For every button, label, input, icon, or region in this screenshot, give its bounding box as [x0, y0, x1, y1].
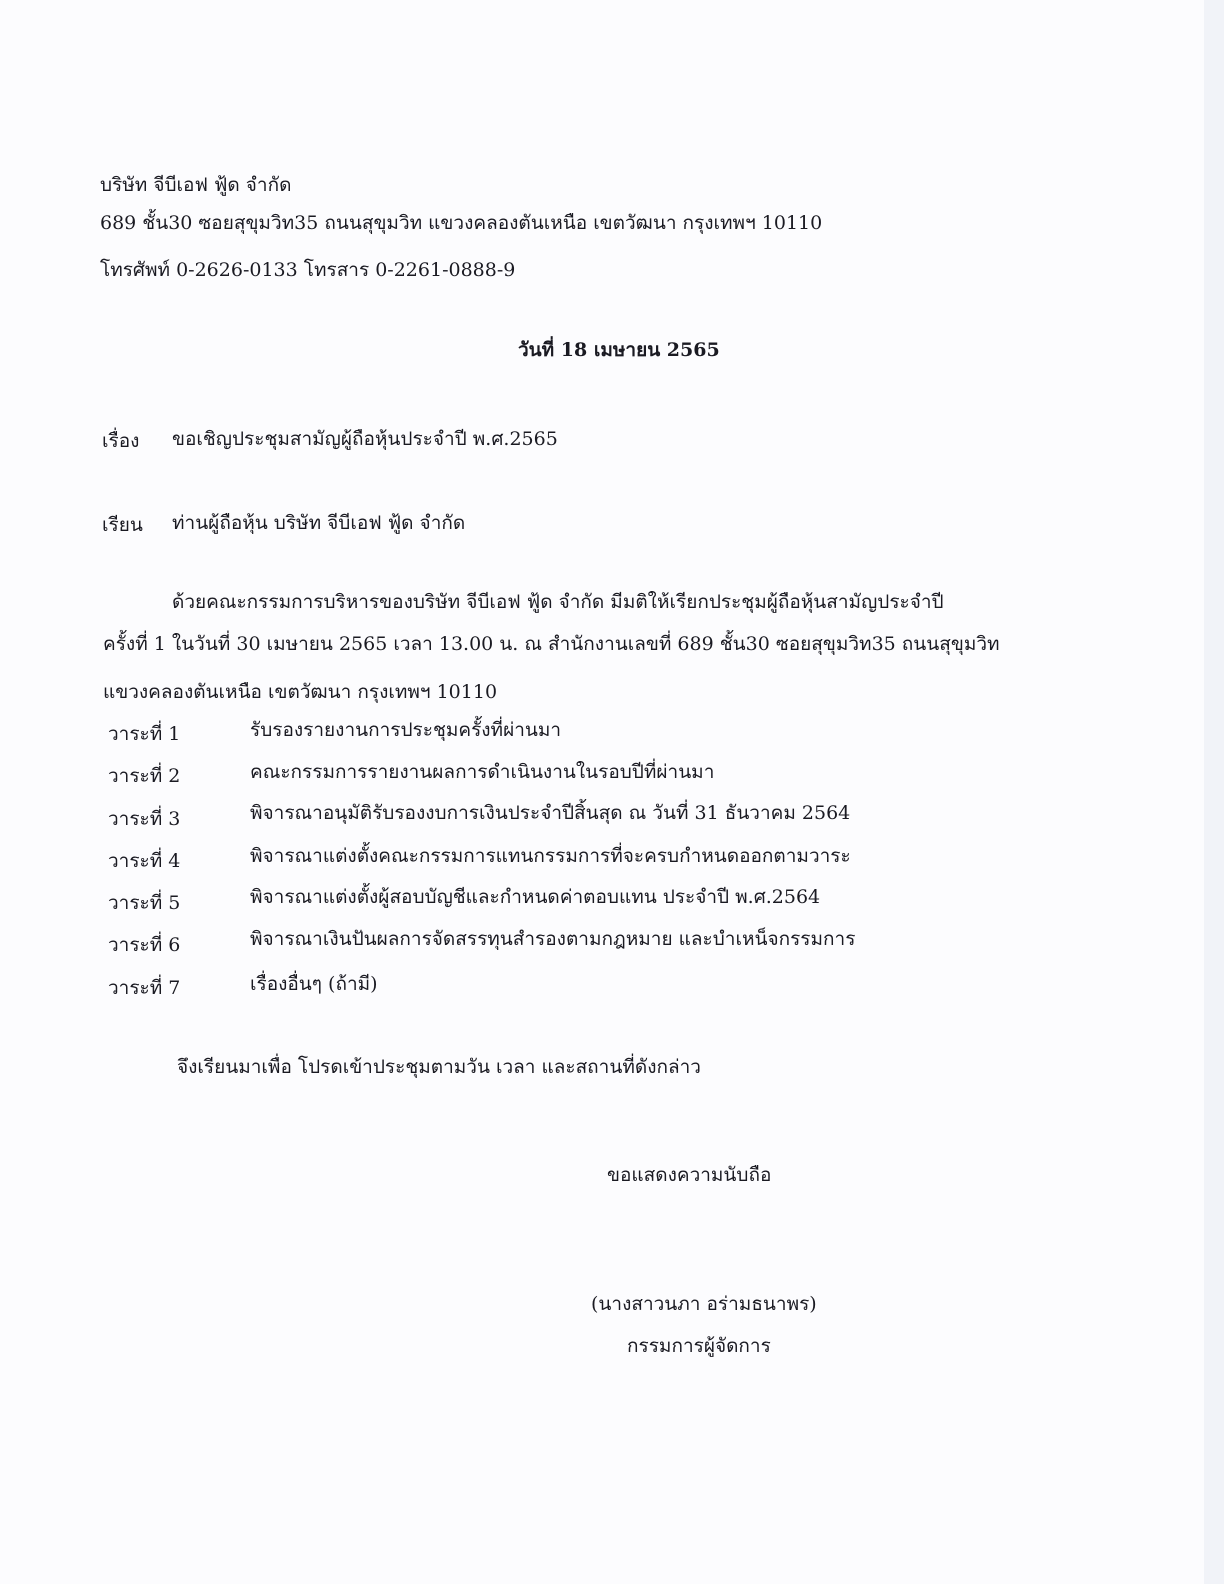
agenda-item-text: พิจารณาเงินปันผลการจัดสรรทุนสำรองตามกฎหมาย และบำเหน็จกรรมการ: [250, 928, 856, 950]
agenda-number: วาระที่ 3: [108, 808, 181, 830]
agenda-item-text: เรื่องอื่นๆ (ถ้ามี): [250, 973, 378, 995]
agenda-number: วาระที่ 2: [108, 765, 181, 787]
letter-date: วันที่ 18 เมษายน 2565: [518, 339, 720, 361]
agenda-number: วาระที่ 6: [108, 934, 181, 956]
closing-line: จึงเรียนมาเพื่อ โปรดเข้าประชุมตามวัน เวลา และสถานที่ดังกล่าว: [177, 1056, 701, 1078]
body-paragraph-line: แขวงคลองตันเหนือ เขตวัฒนา กรุงเทพฯ 10110: [103, 681, 498, 703]
agenda-number: วาระที่ 1: [108, 723, 181, 745]
agenda-number: วาระที่ 4: [108, 850, 181, 872]
agenda-number: วาระที่ 7: [108, 977, 181, 999]
regards-line: ขอแสดงความนับถือ: [607, 1164, 772, 1186]
agenda-item-text: พิจารณาอนุมัติรับรองงบการเงินประจำปีสิ้นสุด ณ วันที่ 31 ธันวาคม 2564: [250, 802, 851, 824]
agenda-number: วาระที่ 5: [108, 892, 181, 914]
signer-name: (นางสาวนภา อร่ามธนาพร): [591, 1293, 817, 1315]
subject-text: ขอเชิญประชุมสามัญผู้ถือหุ้นประจำปี พ.ศ.2565: [172, 428, 558, 450]
recipient-label: เรียน: [102, 514, 143, 536]
scan-edge-strip: [1204, 0, 1224, 1584]
agenda-item-text: คณะกรรมการรายงานผลการดำเนินงานในรอบปีที่ผ่านมา: [250, 761, 715, 783]
body-paragraph-line: ด้วยคณะกรรมการบริหารของบริษัท จีบีเอฟ ฟู้ด จำกัด มีมติให้เรียกประชุมผู้ถือหุ้นสามัญประจำปี: [172, 591, 944, 613]
body-paragraph-line: ครั้งที่ 1 ในวันที่ 30 เมษายน 2565 เวลา 13.00 น. ณ สำนักงานเลขที่ 689 ชั้น30 ซอยสุขุมวิท35 ถนนสุขุมวิท: [103, 633, 1000, 655]
agenda-item-text: พิจารณาแต่งตั้งผู้สอบบัญชีและกำหนดค่าตอบแทน ประจำปี พ.ศ.2564: [250, 886, 821, 908]
subject-label: เรื่อง: [102, 430, 140, 452]
recipient-text: ท่านผู้ถือหุ้น บริษัท จีบีเอฟ ฟู้ด จำกัด: [172, 512, 466, 534]
company-contact: โทรศัพท์ 0-2626-0133 โทรสาร 0-2261-0888-9: [100, 259, 516, 281]
agenda-item-text: พิจารณาแต่งตั้งคณะกรรมการแทนกรรมการที่จะครบกำหนดออกตามวาระ: [250, 845, 851, 867]
agenda-item-text: รับรองรายงานการประชุมครั้งที่ผ่านมา: [250, 719, 562, 741]
company-address: 689 ชั้น30 ซอยสุขุมวิท35 ถนนสุขุมวิท แขวงคลองตันเหนือ เขตวัฒนา กรุงเทพฯ 10110: [100, 212, 823, 234]
signer-title: กรรมการผู้จัดการ: [627, 1335, 771, 1357]
company-name: บริษัท จีบีเอฟ ฟู้ด จำกัด: [100, 174, 292, 196]
